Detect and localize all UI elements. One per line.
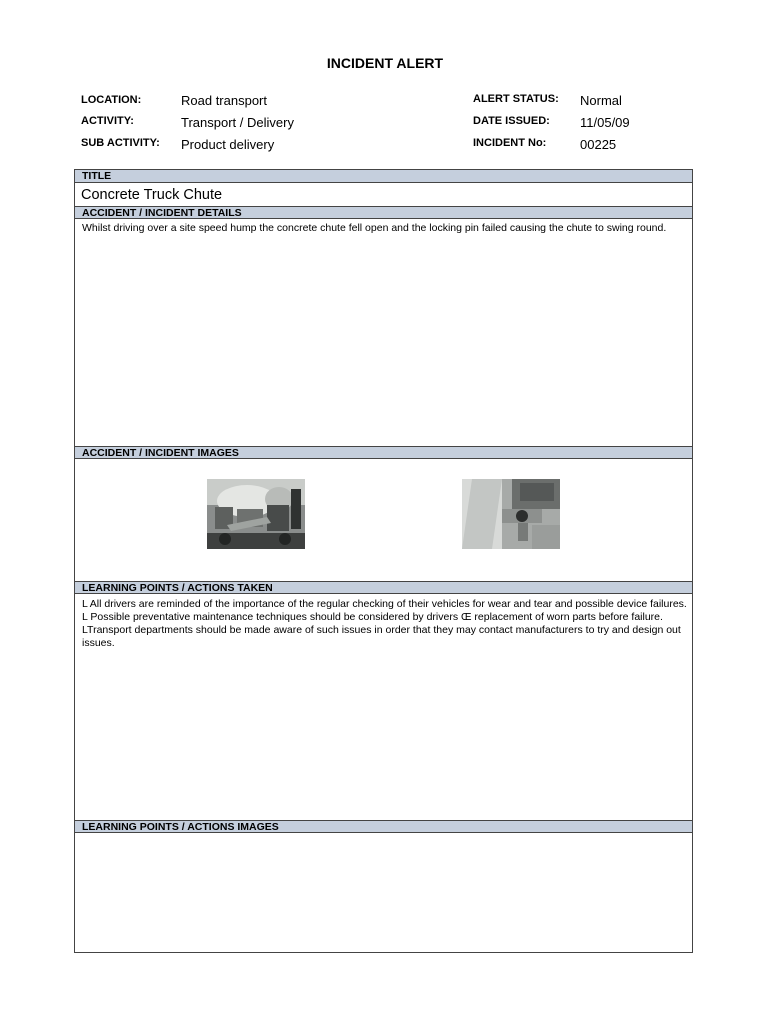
- incident-title: Concrete Truck Chute: [81, 187, 223, 203]
- sub-activity-label: SUB ACTIVITY:: [81, 137, 160, 149]
- location-value: Road transport: [181, 93, 267, 108]
- activity-label: ACTIVITY:: [81, 115, 134, 127]
- learning-images-section-header: LEARNING POINTS / ACTIONS IMAGES: [75, 820, 692, 833]
- learning-point: L Possible preventative maintenance techniques should be considered by drivers Œ replacement of worn parts before failure.: [82, 611, 663, 623]
- location-label: LOCATION:: [81, 94, 142, 106]
- truck-photo-graphic: [207, 479, 305, 549]
- document-title: INCIDENT ALERT: [326, 55, 444, 71]
- incident-form: [74, 169, 693, 953]
- details-section-header: ACCIDENT / INCIDENT DETAILS: [75, 206, 692, 219]
- learning-section-header: LEARNING POINTS / ACTIONS TAKEN: [75, 581, 692, 594]
- incident-photo-truck: [207, 479, 305, 549]
- incident-photo-locking-pin: [462, 479, 560, 549]
- incident-details-text: Whilst driving over a site speed hump the concrete chute fell open and the locking pin failed causing the chute to swing round.: [82, 222, 667, 234]
- sub-activity-value: Product delivery: [181, 137, 275, 152]
- date-issued-value: 11/05/09: [580, 115, 630, 130]
- learning-point: LTransport departments should be made aware of such issues in order that they may contact manufacturers to try and design out issues.: [82, 624, 681, 649]
- locking-pin-photo-graphic: [462, 479, 560, 549]
- title-section-header: TITLE: [75, 170, 692, 183]
- learning-points-list: [82, 598, 688, 650]
- date-issued-label: DATE ISSUED:: [473, 115, 550, 127]
- learning-point: L All drivers are reminded of the importance of the regular checking of their vehicles for wear and tear and possible device failures.: [82, 598, 687, 610]
- activity-value: Transport / Delivery: [181, 115, 294, 130]
- incident-no-value: 00225: [580, 137, 617, 152]
- alert-status-value: Normal: [580, 93, 622, 108]
- alert-status-label: ALERT STATUS:: [473, 93, 559, 105]
- incident-no-label: INCIDENT No:: [473, 137, 547, 149]
- images-section-header: ACCIDENT / INCIDENT IMAGES: [75, 446, 692, 459]
